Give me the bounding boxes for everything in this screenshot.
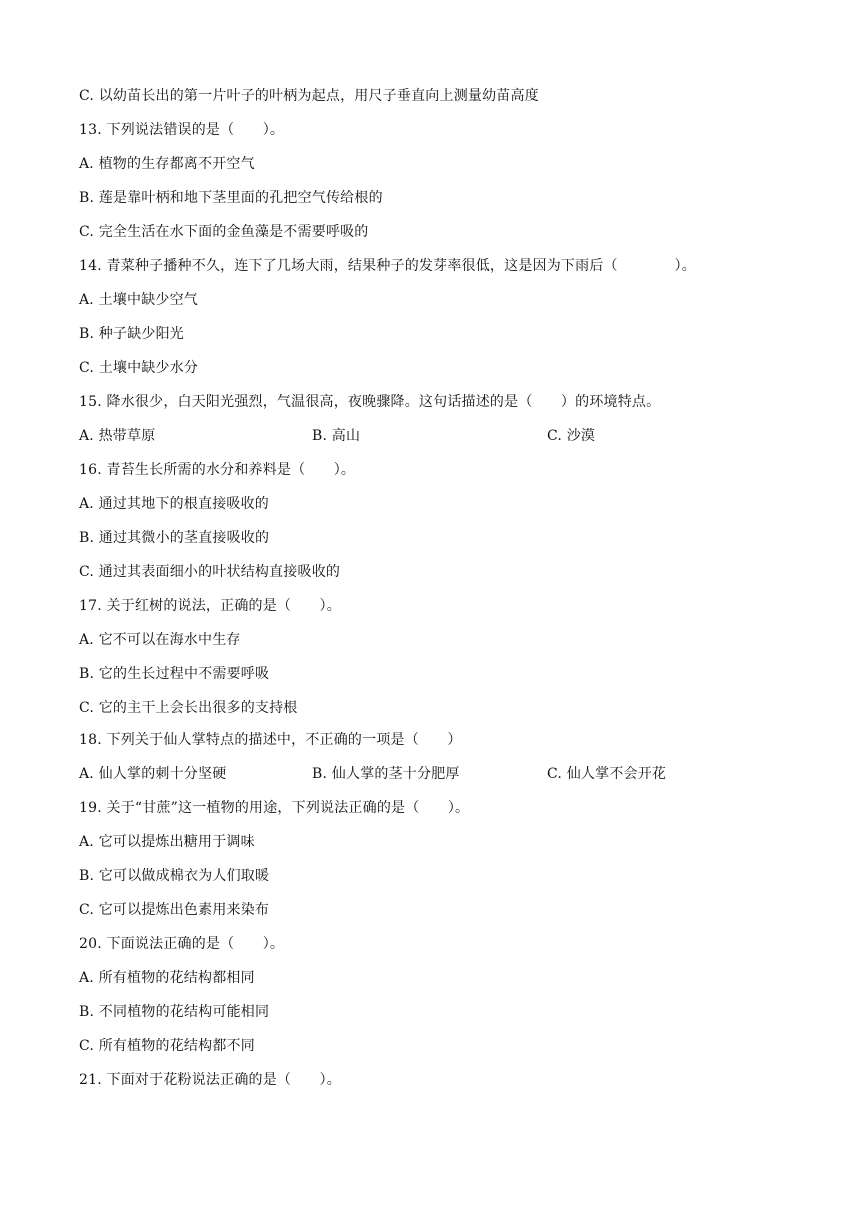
question-21: 21. 下面对于花粉说法正确的是（ ）。 [79,1072,341,1088]
question-16: 16. 青苔生长所需的水分和养料是（ ）。 [79,462,356,478]
q16-option-b: B. 通过其微小的茎直接吸收的 [79,530,270,546]
q19-option-b: B. 它可以做成棉衣为人们取暖 [79,868,270,884]
q20-option-a: A. 所有植物的花结构都相同 [79,970,255,986]
question-14: 14. 青菜种子播种不久，连下了几场大雨，结果种子的发芽率很低，这是因为下雨后（ ）。 [79,258,696,274]
question-19: 19. 关于“甘蔗”这一植物的用途，下列说法正确的是（ ）。 [79,800,470,816]
question-15: 15. 降水很少，白天阳光强烈，气温很高，夜晚骤降。这句话描述的是（ ）的环境特点。 [79,394,661,410]
q16-option-a: A. 通过其地下的根直接吸收的 [79,496,270,512]
question-18: 18. 下列关于仙人掌特点的描述中，不正确的一项是（ ） [79,732,462,748]
q18-option-b: B. 仙人掌的茎十分肥厚 [312,766,460,782]
q18-options-row [79,764,799,784]
q18-option-a: A. 仙人掌的刺十分坚硬 [79,766,227,782]
q20-option-c: C. 所有植物的花结构都不同 [79,1038,255,1054]
q16-option-c: C. 通过其表面细小的叶状结构直接吸收的 [79,564,341,580]
question-20: 20. 下面说法正确的是（ ）。 [79,936,285,952]
q17-option-b: B. 它的生长过程中不需要呼吸 [79,666,270,682]
q14-option-a: A. 土壤中缺少空气 [79,292,199,308]
q12-option-c: C. 以幼苗长出的第一片叶子的叶柄为起点，用尺子垂直向上测量幼苗高度 [79,88,539,104]
question-17: 17. 关于红树的说法，正确的是（ ）。 [79,598,341,614]
question-13: 13. 下列说法错误的是（ ）。 [79,122,285,138]
q15-option-a: A. 热带草原 [79,428,156,444]
q15-option-b: B. 高山 [312,428,361,444]
q14-option-b: B. 种子缺少阳光 [79,326,184,342]
q17-option-a: A. 它不可以在海水中生存 [79,632,241,648]
q13-option-a: A. 植物的生存都离不开空气 [79,156,255,172]
q19-option-c: C. 它可以提炼出色素用来染布 [79,902,270,918]
q15-options-row [79,426,799,446]
q14-option-c: C. 土壤中缺少水分 [79,360,199,376]
q18-option-c: C. 仙人掌不会开花 [547,766,667,782]
q19-option-a: A. 它可以提炼出糖用于调味 [79,834,255,850]
q13-option-b: B. 莲是靠叶柄和地下茎里面的孔把空气传给根的 [79,190,383,206]
q13-option-c: C. 完全生活在水下面的金鱼藻是不需要呼吸的 [79,224,369,240]
q17-option-c: C. 它的主干上会长出很多的支持根 [79,700,298,716]
q15-option-c: C. 沙漠 [547,428,596,444]
q20-option-b: B. 不同植物的花结构可能相同 [79,1004,270,1020]
